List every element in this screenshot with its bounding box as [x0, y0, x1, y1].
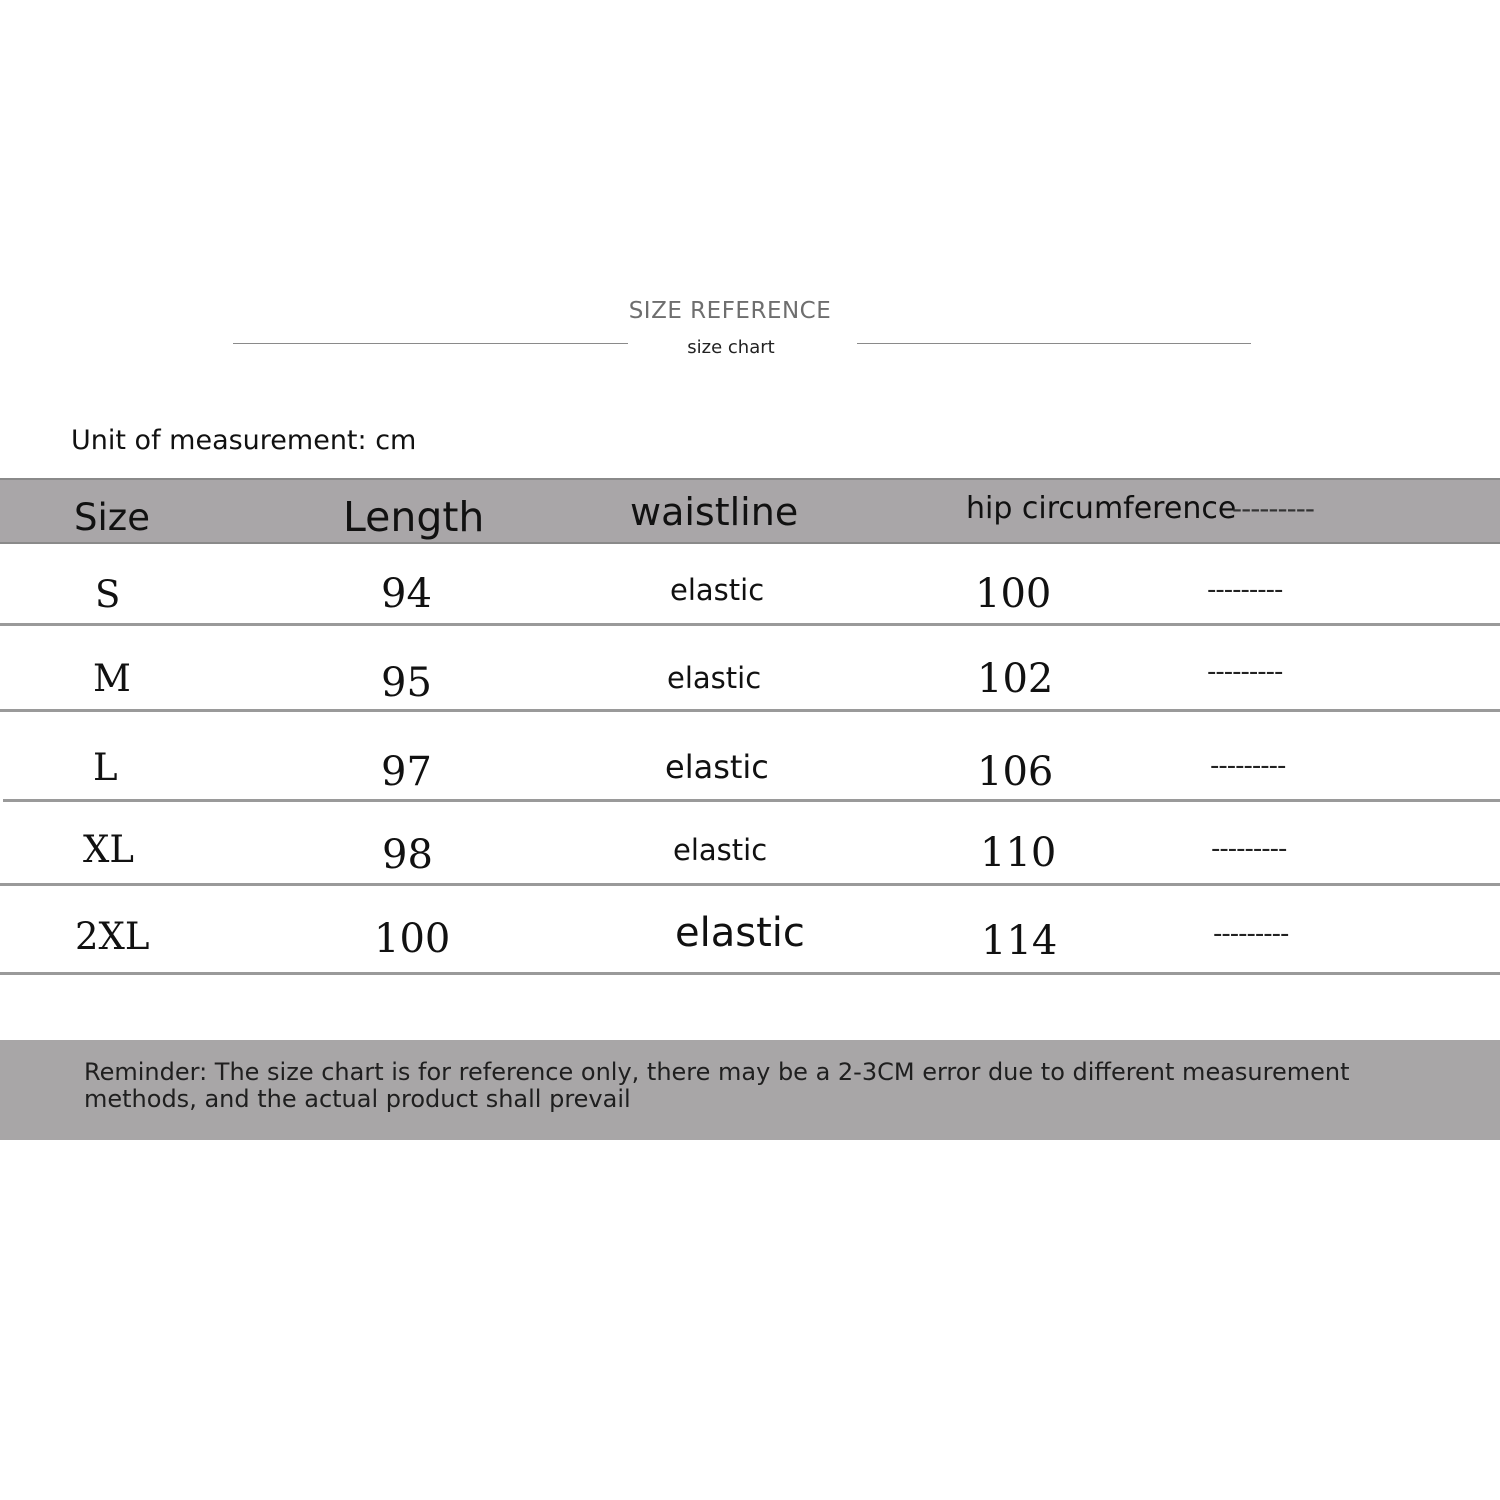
cell-waistline: elastic	[670, 573, 765, 607]
header-size: Size	[74, 496, 150, 539]
cell-extra-dashes: ---------	[1207, 575, 1283, 605]
header-length: Length	[343, 493, 485, 541]
chart-subtitle: size chart	[687, 337, 775, 358]
cell-extra-dashes: ---------	[1207, 657, 1283, 687]
header-waistline: waistline	[630, 490, 799, 534]
cell-hip: 110	[980, 830, 1057, 876]
cell-size: XL	[83, 828, 134, 871]
cell-hip: 106	[977, 749, 1054, 795]
header-hip-circumference: hip circumference	[966, 491, 1237, 526]
cell-length: 95	[381, 660, 432, 706]
cell-length: 97	[381, 749, 432, 795]
cell-size: M	[93, 657, 131, 700]
reminder-text: Reminder: The size chart is for reference only, there may be a 2-3CM error due to different measurement methods, and the actual product shall prevail	[84, 1058, 1350, 1113]
cell-hip: 102	[977, 656, 1054, 702]
chart-title: SIZE REFERENCE	[628, 298, 832, 324]
cell-extra-dashes: ---------	[1211, 834, 1287, 864]
cell-length: 94	[381, 571, 432, 617]
row-divider	[0, 883, 1500, 886]
row-divider	[0, 709, 1500, 712]
cell-size: L	[93, 746, 118, 789]
cell-length: 98	[382, 832, 433, 878]
cell-waistline: elastic	[673, 833, 768, 867]
cell-size: 2XL	[75, 915, 150, 958]
cell-extra-dashes: ---------	[1210, 751, 1286, 781]
cell-waistline: elastic	[675, 910, 805, 956]
cell-length: 100	[374, 916, 451, 962]
cell-waistline: elastic	[665, 748, 769, 786]
cell-size: S	[95, 573, 121, 616]
cell-extra-dashes: ---------	[1213, 919, 1289, 949]
cell-hip: 114	[981, 918, 1058, 964]
row-divider	[3, 799, 1500, 802]
row-divider	[0, 623, 1500, 626]
cell-waistline: elastic	[667, 661, 762, 695]
unit-note: Unit of measurement: cm	[71, 425, 417, 456]
header-extra-dashes: ---------	[1232, 492, 1314, 525]
cell-hip: 100	[975, 571, 1052, 617]
row-divider	[0, 972, 1500, 975]
